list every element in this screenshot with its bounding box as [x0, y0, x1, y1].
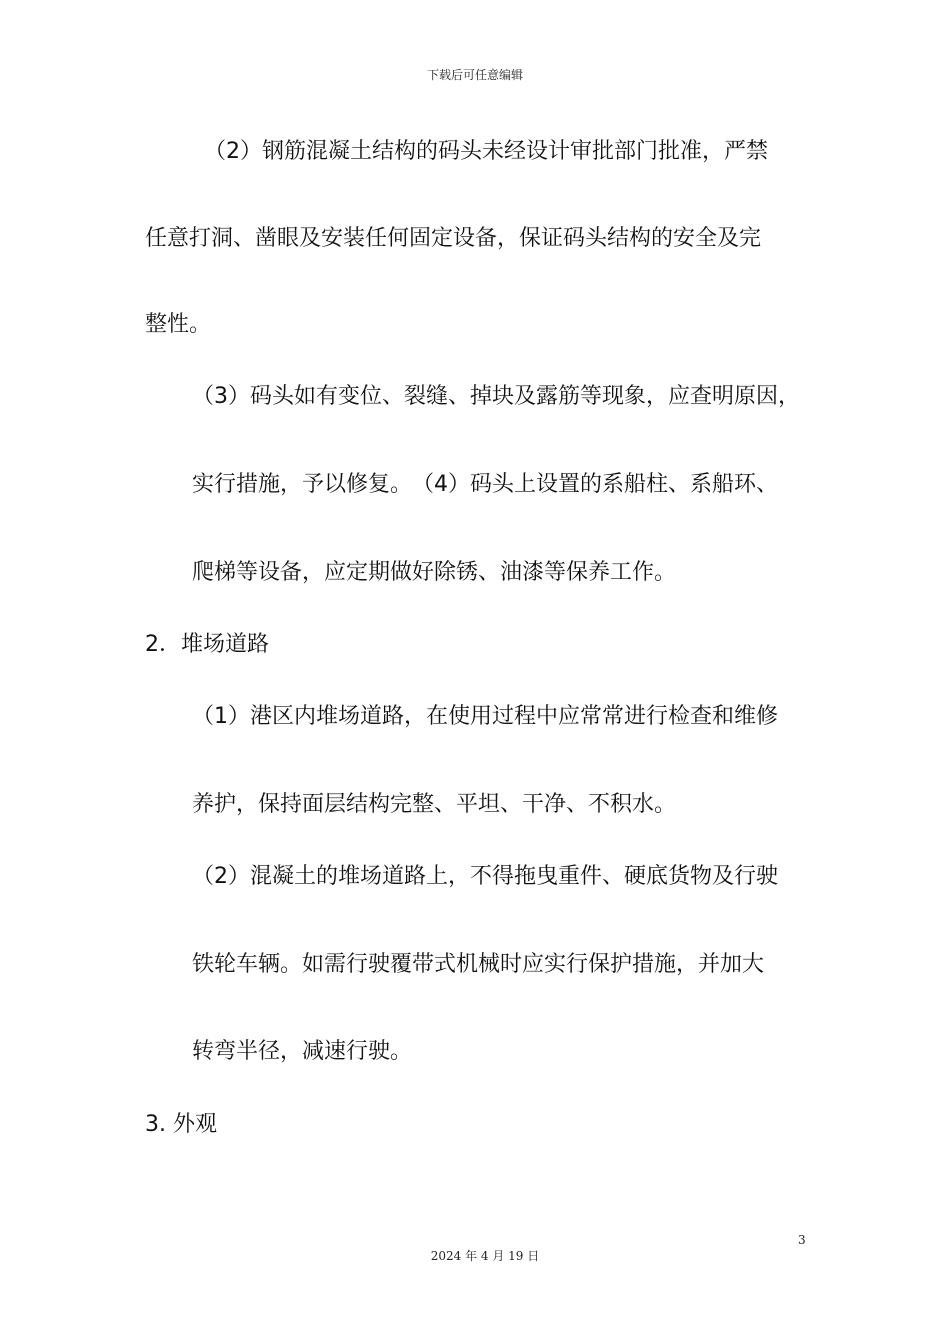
section-heading-2: 2．堆场道路 — [145, 632, 269, 657]
page-header: 下载后可任意编辑 — [426, 68, 523, 82]
page-footer-date: 2024 年 4 月 19 日 — [430, 1249, 540, 1263]
section-heading-3: 3. 外观 — [145, 1112, 217, 1137]
text-line-2: 任意打洞、凿眼及安装任何固定设备，保证码头结构的安全及完 — [145, 226, 762, 251]
text-line-5: 实行措施，予以修复。 （4）码头上设置的系船柱、系船环、 — [192, 472, 778, 497]
text-line-1: （2）钢筋混凝土结构的码头未经设计审批部门批准，严禁 — [204, 139, 768, 164]
text-line-10: （2）混凝土的堆场道路上，不得拖曳重件、硬底货物及行驶 — [192, 864, 778, 889]
text-line-6: 爬梯等设备，应定期做好除锈、油漆等保养工作。 — [192, 560, 677, 585]
text-line-9: 养护，保持面层结构完整、平坦、干净、不积水。 — [192, 792, 677, 817]
text-line-11: 铁轮车辆。如需行驶覆带式机械时应实行保护措施，并加大 — [192, 952, 765, 977]
text-line-8: （1）港区内堆场道路，在使用过程中应常常进行检查和维修 — [192, 704, 778, 729]
text-line-12: 转弯半径，减速行驶。 — [192, 1039, 413, 1064]
page-number: 3 — [798, 1233, 806, 1247]
text-line-4: （3）码头如有变位、裂缝、掉块及露筋等现象，应查明原因， — [192, 384, 800, 409]
text-line-3: 整性。 — [145, 312, 212, 337]
